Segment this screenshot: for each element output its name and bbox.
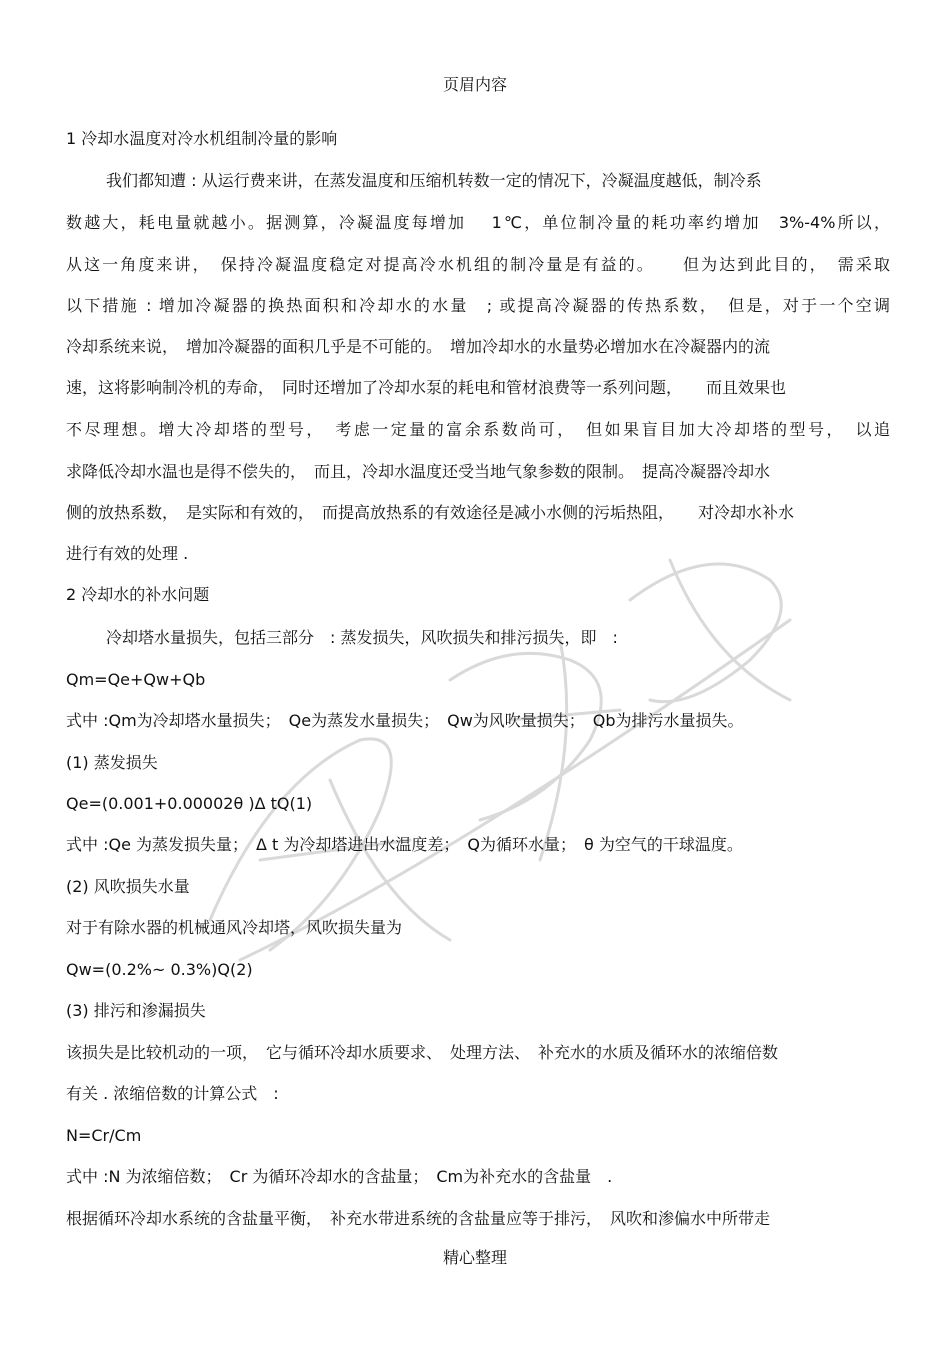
paragraph-line: 进行有效的处理 . xyxy=(66,544,189,563)
page-header: 页眉内容 xyxy=(442,75,507,94)
paragraph-line: 以下措施 : 增加冷凝器的换热面积和冷却水的水量 ; 或提高冷凝器的传热系数， 但是，对于一个空调 xyxy=(66,296,890,315)
subsection-heading: (2) 风吹损失水量 xyxy=(66,877,190,896)
paragraph-line: 式中 :N 为浓缩倍数； Cr 为循环冷却水的含盐量； Cm为补充水的含盐量 . xyxy=(66,1167,613,1186)
paragraph-line: 数越大，耗电量就越小。据测算，冷凝温度每增加 1℃，单位制冷量的耗功率约增加 3%-4%所以， xyxy=(66,213,890,232)
formula-line: N=Cr/Cm xyxy=(66,1126,142,1145)
paragraph-line: 从这一角度来讲， 保持冷凝温度稳定对提高冷水机组的制冷量是有益的。 但为达到此目的， 需采取 xyxy=(66,255,890,274)
subsection-heading: (3) 排污和渗漏损失 xyxy=(66,1001,206,1020)
paragraph-line: 式中 :Qm为冷却塔水量损失； Qe为蒸发水量损失； Qw为风吹量损失； Qb为排污水量损失。 xyxy=(66,711,744,730)
subsection-heading: (1) 蒸发损失 xyxy=(66,753,158,772)
page-footer: 精心整理 xyxy=(442,1248,507,1267)
paragraph-line: 我们都知遭 : 从运行费来讲，在蒸发温度和压缩机转数一定的情况下，冷凝温度越低，制冷系 xyxy=(106,171,762,190)
paragraph-line: 冷却系统来说， 增加冷凝器的面积几乎是不可能的。 增加冷却水的水量势必增加水在冷凝器内的流 xyxy=(66,337,771,356)
paragraph-line: 对于有除水器的机械通风冷却塔，风吹损失量为 xyxy=(66,918,403,937)
section-heading-1: 1 冷却水温度对冷水机组制冷量的影响 xyxy=(66,129,338,148)
paragraph-line: 冷却塔水量损失，包括三部分 : 蒸发损失，风吹损失和排污损失，即 : xyxy=(106,628,618,647)
paragraph-line: 速，这将影响制冷机的寿命， 同时还增加了冷却水泵的耗电和管材浪费等一系列问题， 而且效果也 xyxy=(66,378,787,397)
paragraph-line: 求降低冷却水温也是得不偿失的， 而且，冷却水温度还受当地气象参数的限制。 提高冷凝器冷却水 xyxy=(66,462,771,481)
paragraph-line: 有关 . 浓缩倍数的计算公式 : xyxy=(66,1084,279,1103)
formula-line: Qm=Qe+Qw+Qb xyxy=(66,670,206,689)
paragraph-line: 根据循环冷却水系统的含盐量平衡， 补充水带进系统的含盐量应等于排污， 风吹和渗偏水中所带走 xyxy=(66,1209,771,1228)
paragraph-line: 不尽理想。增大冷却塔的型号， 考虑一定量的富余系数尚可， 但如果盲目加大冷却塔的型号， 以追 xyxy=(66,420,890,439)
paragraph-line: 该损失是比较机动的一项， 它与循环冷却水质要求、 处理方法、 补充水的水质及循环水的浓缩倍数 xyxy=(66,1043,779,1062)
paragraph-line: 式中 :Qe 为蒸发损失量； Δ t 为冷却塔进出水温度差； Q为循环水量； θ 为空气的干球温度。 xyxy=(66,835,743,854)
section-heading-2: 2 冷却水的补水问题 xyxy=(66,585,210,604)
formula-line: Qe=(0.001+0.00002θ )Δ tQ(1) xyxy=(66,794,313,813)
paragraph-line: 侧的放热系数， 是实际和有效的， 而提高放热系的有效途径是减小水侧的污垢热阻， 对冷却水补水 xyxy=(66,503,795,522)
formula-line: Qw=(0.2%~ 0.3%)Q(2) xyxy=(66,960,253,979)
